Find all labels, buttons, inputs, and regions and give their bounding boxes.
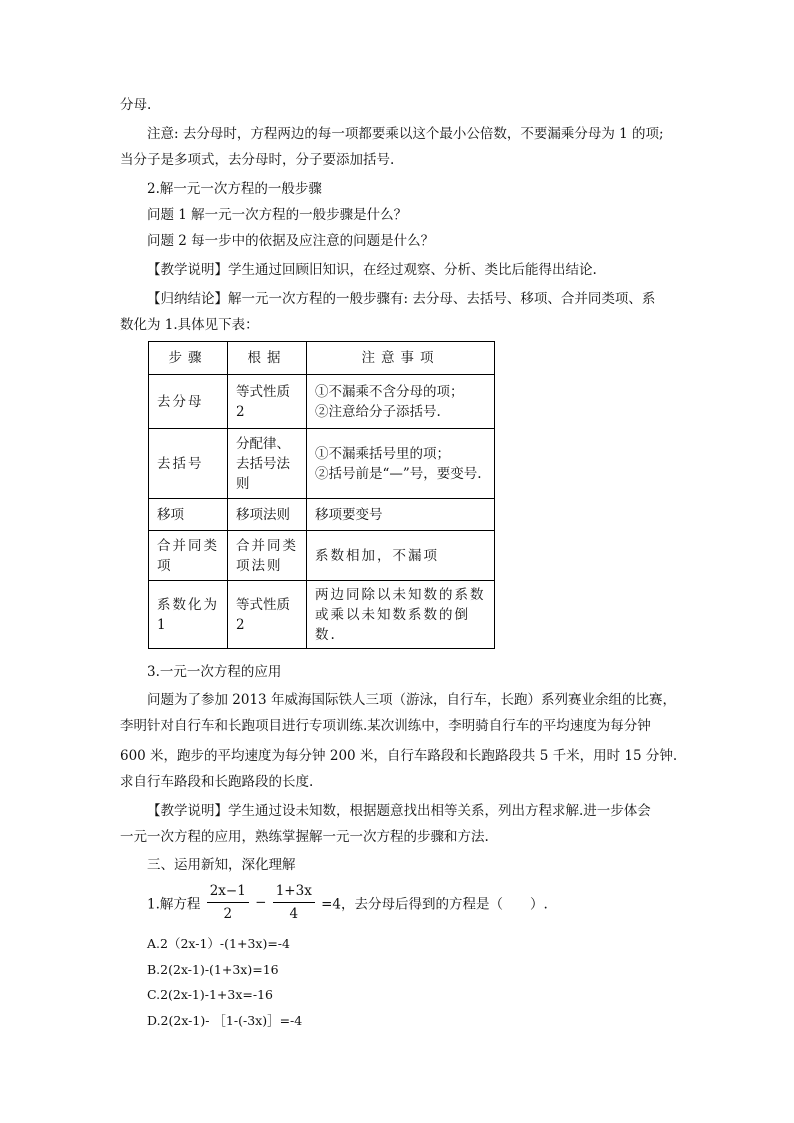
table-cell-note bbox=[307, 375, 495, 429]
text-line: 【教学说明】学生通过回顾旧知识，在经过观察、分析、类比后能得出结论. bbox=[147, 262, 597, 278]
table-header-row bbox=[149, 342, 495, 375]
option-c: C.2(2x-1)-1+3x=-16 bbox=[147, 987, 274, 1002]
text-line: 李明针对自行车和长跑项目进行专项训练.某次训练中，李明骑自行车的平均速度为每分钟 bbox=[120, 718, 651, 734]
option-a: A.2（2x-1）-(1+3x)=-4 bbox=[147, 936, 290, 951]
table-cell-note: 两边同除以未知数的系数或乘以未知数系数的倒数. bbox=[307, 581, 495, 649]
table-row bbox=[149, 375, 495, 429]
table-cell-step: 去分母 bbox=[149, 375, 228, 429]
option-b: B.2(2x-1)-(1+3x)=16 bbox=[147, 962, 279, 977]
fraction-1 bbox=[207, 880, 249, 925]
fraction-numerator: 2x−1 bbox=[207, 880, 249, 903]
fraction-denominator: 2 bbox=[223, 906, 233, 922]
table-cell-basis: 分配律、去括号法则 bbox=[228, 429, 307, 499]
fraction-denominator: 4 bbox=[289, 906, 299, 922]
text-line: 当分子是多项式，去分母时，分子要添加括号. bbox=[120, 152, 395, 168]
table-header: 注意事项 bbox=[307, 342, 495, 375]
table-cell-basis: 移项法则 bbox=[228, 499, 307, 531]
question-suffix: =4，去分母后得到的方程是（ ）. bbox=[321, 896, 548, 913]
table-cell-note: 系数相加，不漏项 bbox=[307, 531, 495, 581]
table-header: 根据 bbox=[228, 342, 307, 375]
section-heading: 三、运用新知，深化理解 bbox=[147, 857, 296, 873]
option-d: D.2(2x-1)- ［1-(-3x)］=-4 bbox=[147, 1013, 303, 1028]
note-line: ①不漏乘不含分母的项； bbox=[315, 383, 464, 400]
text-line: 问题为了参加 2013 年威海国际铁人三项（游泳，自行车，长跑）系列赛业余组的比赛， bbox=[147, 692, 676, 708]
note-line: ②注意给分子添括号. bbox=[315, 403, 441, 420]
table-row bbox=[149, 499, 495, 531]
minus-sign: − bbox=[255, 894, 267, 911]
table-cell-note: 移项要变号 bbox=[307, 499, 495, 531]
table-cell-step: 系数化为 1 bbox=[149, 581, 228, 649]
table-header: 步骤 bbox=[149, 342, 228, 375]
table-cell-basis: 合并同类项法则 bbox=[228, 531, 307, 581]
section-heading: 2.解一元一次方程的一般步骤 bbox=[147, 181, 322, 197]
table-row bbox=[149, 581, 495, 649]
text-line: 600 米，跑步的平均速度为每分钟 200 米，自行车路段和长跑路段共 5 千米，用时 15 分钟. bbox=[120, 748, 678, 764]
text-line: 一元一次方程的应用，熟练掌握解一元一次方程的步骤和方法. bbox=[120, 829, 489, 845]
table-cell-step: 合并同类项 bbox=[149, 531, 228, 581]
note-line: ①不漏乘括号里的项； bbox=[315, 445, 450, 462]
section-heading: 3.一元一次方程的应用 bbox=[147, 664, 282, 680]
text-line: 数化为 1.具体见下表： bbox=[120, 317, 259, 333]
table-cell-basis: 等式性质 2 bbox=[228, 581, 307, 649]
text-line: 【归纳结论】解一元一次方程的一般步骤有: 去分母、去括号、移项、合并同类项、系 bbox=[147, 291, 656, 307]
text-line: 注意: 去分母时，方程两边的每一项都要乘以这个最小公倍数，不要漏乘分母为 1 的项; bbox=[147, 126, 664, 142]
text-line: 求自行车路段和长跑路段的长度. bbox=[120, 774, 314, 790]
table-cell-step: 移项 bbox=[149, 499, 228, 531]
question-1 bbox=[147, 880, 548, 925]
table-cell-step: 去括号 bbox=[149, 429, 228, 499]
text-line: 分母. bbox=[120, 97, 152, 113]
text-line: 问题 2 每一步中的依据及应注意的问题是什么？ bbox=[147, 233, 435, 249]
text-line: 问题 1 解一元一次方程的一般步骤是什么？ bbox=[147, 207, 408, 223]
table-row bbox=[149, 429, 495, 499]
fraction-numerator: 1+3x bbox=[273, 880, 315, 903]
fraction-2 bbox=[273, 880, 315, 925]
text-line: 【教学说明】学生通过设未知数，根据题意找出相等关系，列出方程求解.进一步体会 bbox=[147, 803, 651, 819]
table-cell-note bbox=[307, 429, 495, 499]
steps-table bbox=[148, 341, 495, 649]
note-line: ②括号前是“—”号，要变号. bbox=[315, 465, 482, 482]
table-cell-basis: 等式性质 2 bbox=[228, 375, 307, 429]
table-row bbox=[149, 531, 495, 581]
question-prefix: 1.解方程 bbox=[147, 896, 201, 913]
